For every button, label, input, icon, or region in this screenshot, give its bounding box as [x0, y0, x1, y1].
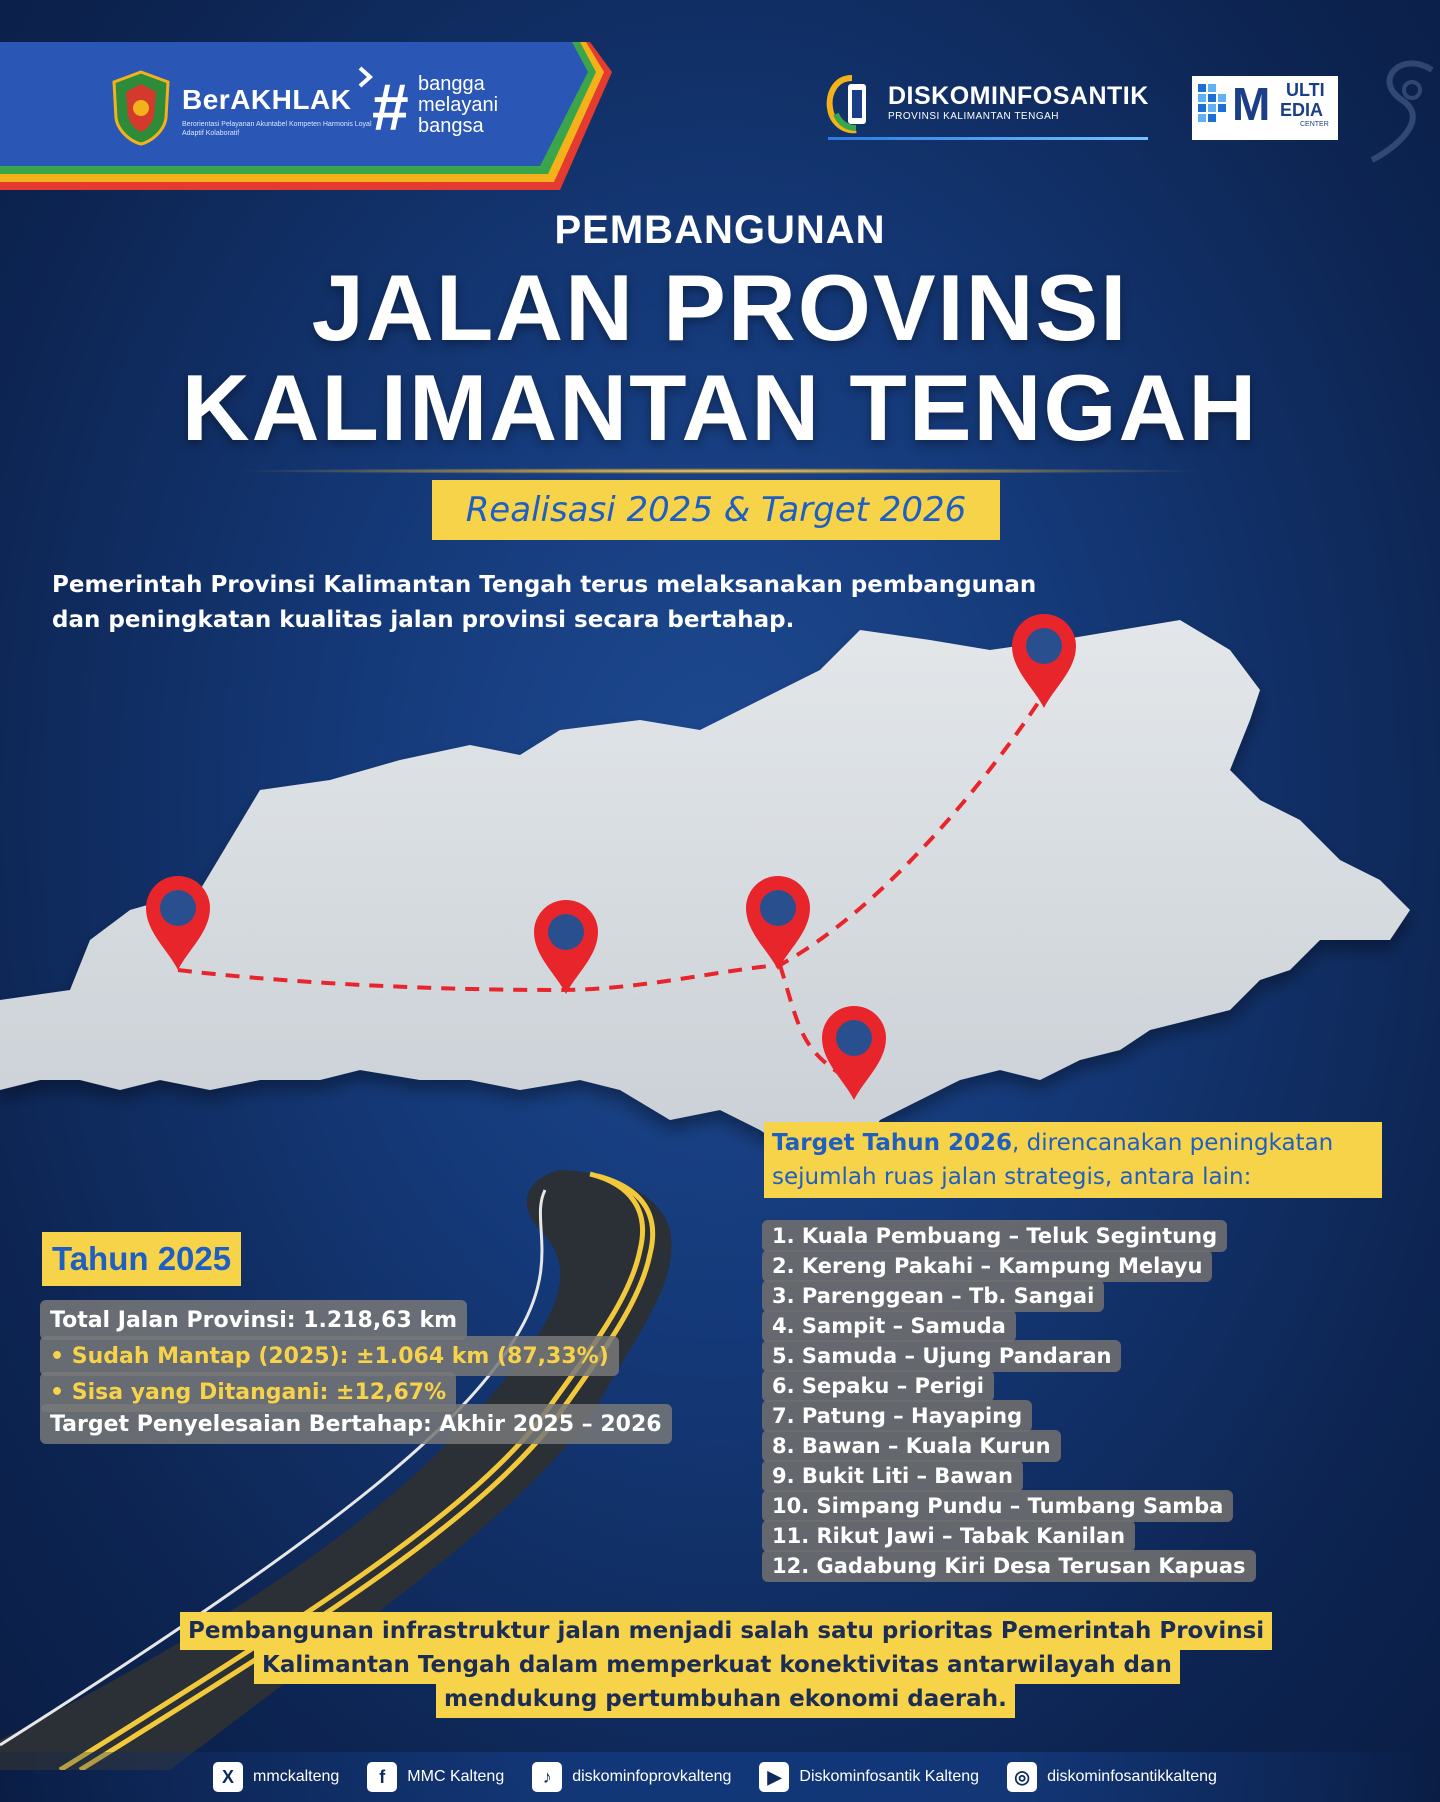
route-item: 8. Bawan – Kuala Kurun — [762, 1430, 1061, 1462]
hashtag-line: bangsa — [418, 115, 484, 137]
x-icon: X — [213, 1762, 243, 1792]
mmc-letters-ulti: ULTI — [1286, 80, 1325, 100]
stat-sisa: • Sisa yang Ditangani: ±12,67% — [40, 1372, 456, 1412]
target-2026-rest: , direncanakan peningkatan — [1012, 1130, 1334, 1156]
agency-underline — [828, 137, 1148, 140]
right-ornament-icon — [1362, 50, 1440, 170]
stat-mantap: • Sudah Mantap (2025): ±1.064 km (87,33%) — [40, 1336, 619, 1376]
target-2026-rest-2: sejumlah ruas jalan strategis, antara lain: — [772, 1164, 1252, 1190]
social-label: mmckalteng — [253, 1768, 340, 1785]
agency-subtitle: PROVINSI KALIMANTAN TENGAH — [888, 111, 1059, 122]
route-item: 6. Sepaku – Perigi — [762, 1370, 994, 1402]
berakhlak-tagline: Berorientasi Pelayanan Akuntabel Kompeten Harmonis Loyal Adaptif Kolaboratif — [182, 121, 372, 137]
social-bar — [0, 1752, 1440, 1802]
social-youtube[interactable] — [759, 1762, 989, 1792]
social-label: diskominfoprovkalteng — [572, 1768, 732, 1785]
route-item: 4. Sampit – Samuda — [762, 1310, 1016, 1342]
closing-line-2: Kalimantan Tengah dalam memperkuat konektivitas antarwilayah dan — [254, 1646, 1180, 1684]
tiktok-icon: ♪ — [532, 1762, 562, 1792]
berakhlak-logo-text: BerAKHLAK — [182, 84, 352, 115]
youtube-icon: ▶ — [759, 1762, 789, 1792]
gold-divider — [230, 468, 1210, 474]
route-item: 10. Simpang Pundu – Tumbang Samba — [762, 1490, 1233, 1522]
social-x[interactable] — [213, 1762, 349, 1792]
social-label: MMC Kalteng — [407, 1768, 505, 1785]
route-item: 1. Kuala Pembuang – Teluk Segintung — [762, 1220, 1227, 1252]
title-line-2: KALIMANTAN TENGAH — [181, 355, 1259, 460]
bangga-melayani-bangsa — [418, 74, 528, 137]
social-facebook[interactable] — [367, 1762, 514, 1792]
route-item: 3. Parenggean – Tb. Sangai — [762, 1280, 1104, 1312]
route-item: 12. Gadabung Kiri Desa Terusan Kapuas — [762, 1550, 1256, 1582]
facebook-icon: f — [367, 1762, 397, 1792]
stat-total: Total Jalan Provinsi: 1.218,63 km — [40, 1300, 467, 1340]
route-item: 2. Kereng Pakahi – Kampung Melayu — [762, 1250, 1212, 1282]
closing-line-1: Pembangunan infrastruktur jalan menjadi salah satu prioritas Pemerintah Provinsi — [180, 1612, 1272, 1650]
province-crest-icon — [110, 70, 172, 146]
mmc-letters-edia: EDIA — [1280, 100, 1324, 120]
social-instagram[interactable] — [1007, 1762, 1227, 1792]
social-label: Diskominfosantik Kalteng — [799, 1768, 980, 1785]
hashtag-line: bangga — [418, 73, 485, 95]
year-2025-heading: Tahun 2025 — [52, 1240, 232, 1277]
year-2025-heading-box — [42, 1232, 241, 1286]
target-2026-lead: Target Tahun 2026 — [772, 1130, 1013, 1156]
instagram-icon: ◎ — [1007, 1762, 1037, 1792]
subtitle: Realisasi 2025 & Target 2026 — [465, 490, 967, 530]
target-2026-box — [764, 1122, 1382, 1198]
stat-target: Target Penyelesaian Bertahap: Akhir 2025 – 2026 — [40, 1404, 672, 1444]
mmc-subtitle: PROVINSI KALIMANTAN TENGAH — [1209, 130, 1321, 137]
route-item: 7. Patung – Hayaping — [762, 1400, 1032, 1432]
hashtag-symbol: # — [372, 70, 409, 144]
title-line-1: JALAN PROVINSI — [311, 255, 1129, 360]
social-label: diskominfosantikkalteng — [1047, 1768, 1217, 1785]
province-shape — [0, 620, 1410, 1170]
agency-name: DISKOMINFOSANTIK — [888, 82, 1149, 110]
social-tiktok[interactable] — [532, 1762, 741, 1792]
hashtag-line: melayani — [418, 94, 499, 116]
closing-line-3: mendukung pertumbuhan ekonomi daerah. — [436, 1680, 1015, 1718]
route-item: 5. Samuda – Ujung Pandaran — [762, 1340, 1121, 1372]
subtitle-box — [432, 480, 1000, 540]
mmc-letters-center: CENTER — [1300, 121, 1329, 128]
title-kicker: PEMBANGUNAN — [554, 208, 886, 252]
route-item: 9. Bukit Liti – Bawan — [762, 1460, 1023, 1492]
intro-text: Pemerintah Provinsi Kalimantan Tengah terus melaksanakan pembangunan dan peningkatan kualitas jalan provinsi secara bertahap. — [52, 572, 1037, 633]
diskominfosantik-logo-icon — [826, 74, 878, 134]
route-item: 11. Rikut Jawi – Tabak Kanilan — [762, 1520, 1135, 1552]
svg-text:M: M — [1232, 78, 1271, 130]
